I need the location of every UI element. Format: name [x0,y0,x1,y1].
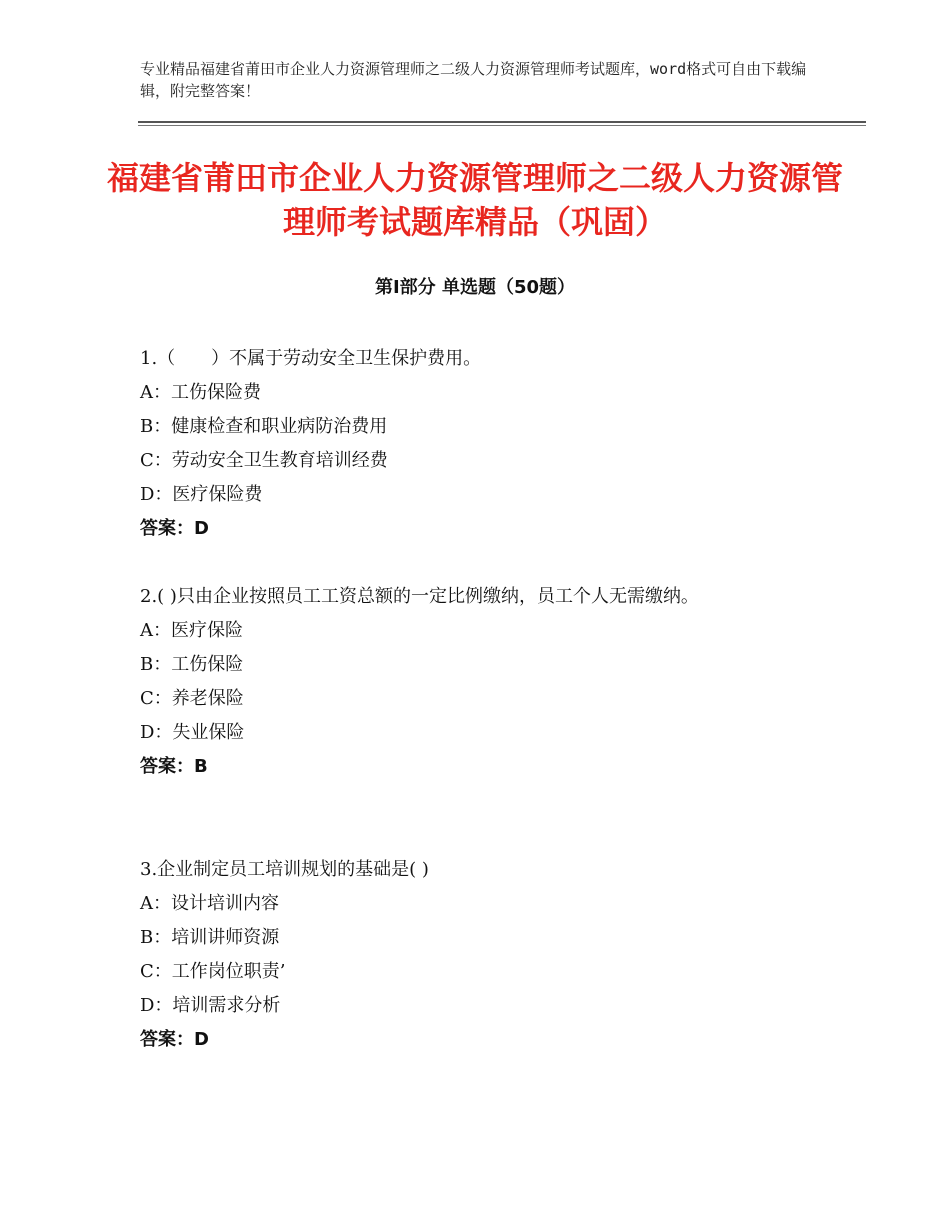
option-a: A：设计培训内容 [140,893,279,914]
option-b: B：培训讲师资源 [140,927,280,948]
option-c: C：劳动安全卫生教育培训经费 [140,450,388,471]
section-title: 第Ⅰ部分 单选题（50题） [374,277,575,298]
option-d: D：培训需求分析 [140,995,281,1016]
option-c: C：养老保险 [140,688,244,709]
option-d: D：医疗保险费 [140,484,263,505]
question-stem: 1.（ ）不属于劳动安全卫生保护费用。 [140,348,482,369]
option-a: A：工伤保险费 [140,382,261,403]
header-note: 专业精品福建省莆田市企业人力资源管理师之二级人力资源管理师考试题库，word格式可自由下载编辑，附完整答案！ [140,60,807,100]
question-block [140,342,800,546]
question-stem: 2.( )只由企业按照员工工资总额的一定比例缴纳，员工个人无需缴纳。 [140,586,699,607]
answer-line: 答案：D [140,1029,209,1050]
document-title: 福建省莆田市企业人力资源管理师之二级人力资源管理师考试题库精品（巩固） [106,159,843,241]
question-block [140,580,800,784]
option-d: D：失业保险 [140,722,245,743]
header-divider-thick [138,121,866,123]
answer-line: 答案：D [140,518,209,539]
answer-line: 答案：B [140,756,208,777]
header-divider-thin [138,125,866,126]
option-b: B：健康检查和职业病防治费用 [140,416,388,437]
option-b: B：工伤保险 [140,654,244,675]
question-stem: 3.企业制定员工培训规划的基础是( ) [140,859,429,880]
option-c: C：工作岗位职责’ [140,961,286,982]
question-block [140,853,800,1057]
option-a: A：医疗保险 [140,620,243,641]
